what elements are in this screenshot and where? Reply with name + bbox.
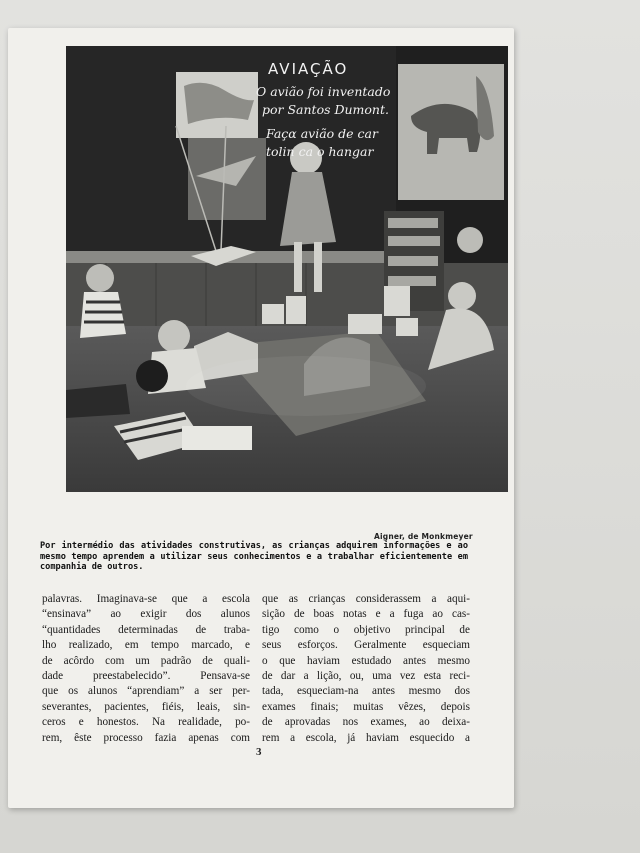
board-title: AVIAÇÃO [268, 60, 349, 78]
text-line: que os alunos “aprendiam” a ser per- [42, 685, 250, 698]
photo-credit: Aigner, de Monkmeyer [374, 532, 473, 541]
body-column-left [42, 592, 250, 746]
page-number: 3 [256, 746, 262, 758]
board-line-4: tolin ca o hangar [266, 144, 374, 159]
text-line: “quantidades determinadas de traba- [42, 623, 250, 636]
body-column-right [262, 592, 470, 746]
boy-sitting [86, 264, 114, 292]
child-background [457, 227, 483, 253]
board-line-2: por Santos Dumont. [262, 102, 389, 117]
text-line: de dar a lição, ou, uma vez esta reci- [262, 670, 470, 683]
text-line: seus esforços. Geralmente esqueciam [262, 639, 470, 652]
classroom-photo [66, 46, 508, 492]
text-line: tada, esqueciam-na antes mesmo dos [262, 685, 470, 698]
text-line: dade preestabelecido”. Pensava-se [42, 670, 250, 683]
text-line: exames finais; muitas vêzes, depois [262, 700, 470, 713]
girl-sitting [448, 282, 476, 310]
text-line: de acôrdo com um padrão de quali- [42, 654, 250, 667]
photo-caption: Por intermédio das atividades construtivas, as crianças adquirem informações e ao mesmo tempo aprendem a utilizar seus conhecimentos e a trabalhar eficientemente em companhia de outros. [40, 541, 468, 572]
text-line: o que haviam estudado antes mesmo [262, 654, 470, 667]
board-line-3: Façα avião de car [266, 126, 378, 141]
text-line: sição de boas notas e a fuga ao cas- [262, 608, 470, 621]
text-line: rem, êste processo fazia apenas com [42, 731, 250, 744]
board-line-1: O avião foi inventado [256, 84, 391, 99]
toy-box [182, 426, 252, 450]
text-line: rem a escola, já haviam esquecido a [262, 731, 470, 744]
text-line: palavras. Imaginava-se que a escola [42, 593, 250, 605]
text-line: lho realizado, em tempo marcado, e [42, 639, 250, 652]
text-line: tigo como o objetivo principal de [262, 623, 470, 636]
boy-building [158, 320, 190, 352]
text-line: que as crianças considerassem a aqui- [262, 593, 470, 605]
boy-lying [136, 360, 168, 392]
text-line: severantes, pacientes, fiéis, leais, sin- [42, 700, 250, 713]
text-line: ceros e honestos. Na realidade, po- [42, 716, 250, 729]
text-line: “ensinava” ao exigir dos alunos [42, 608, 250, 621]
text-line: de aprovadas nos exames, ao deixa- [262, 716, 470, 729]
